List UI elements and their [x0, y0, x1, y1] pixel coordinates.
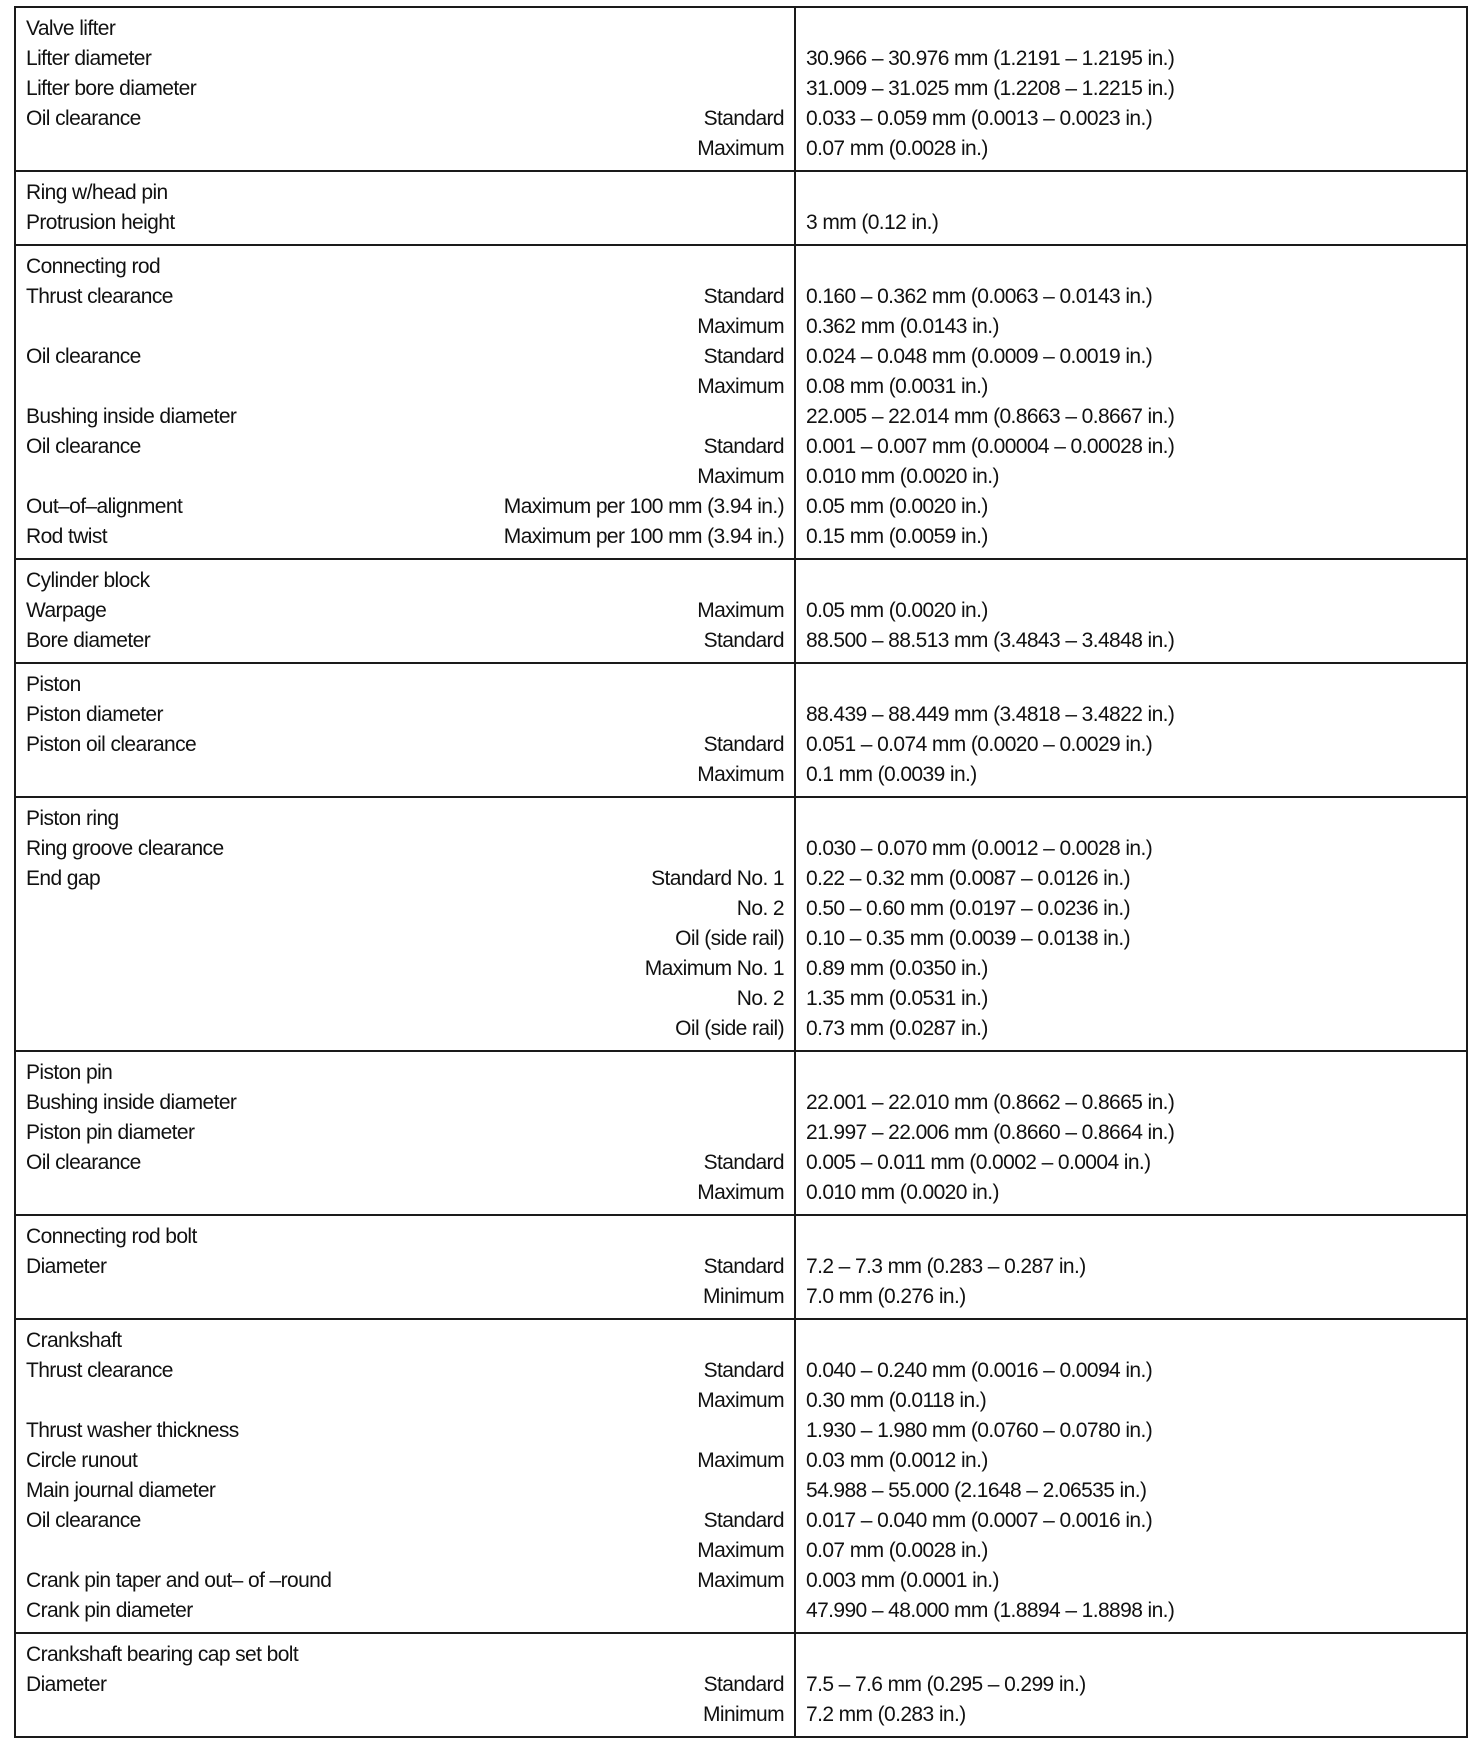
- spec-condition: Standard: [703, 285, 784, 308]
- section-title: Valve lifter: [26, 17, 116, 40]
- section-spec-cell: [15, 663, 795, 797]
- spec-value: 0.051 – 0.074 mm (0.0020 – 0.0029 in.): [806, 733, 1153, 756]
- spec-value: 0.362 mm (0.0143 in.): [806, 315, 999, 338]
- spec-condition: Standard: [703, 345, 784, 368]
- spec-label: Bushing inside diameter: [26, 405, 237, 428]
- section-title-line: [26, 670, 786, 700]
- spec-label: Crank pin taper and out– of –round: [26, 1569, 332, 1592]
- spec-row: [26, 894, 786, 924]
- value-spacer: [806, 1222, 1458, 1252]
- spec-row: [26, 208, 786, 238]
- spec-section: [15, 1215, 1467, 1319]
- spec-label: Out–of–alignment: [26, 495, 183, 518]
- spec-value: 31.009 – 31.025 mm (1.2208 – 1.2215 in.): [806, 77, 1175, 100]
- spec-row: [26, 1700, 786, 1730]
- spec-condition: Maximum No. 1: [644, 957, 784, 980]
- spec-condition: Standard: [703, 107, 784, 130]
- section-title: Piston pin: [26, 1061, 113, 1084]
- spec-value: 0.05 mm (0.0020 in.): [806, 599, 988, 622]
- value-spacer: [806, 1058, 1458, 1088]
- spec-value: 0.22 – 0.32 mm (0.0087 – 0.0126 in.): [806, 867, 1130, 890]
- section-title: Connecting rod bolt: [26, 1225, 197, 1248]
- spec-row: [26, 1566, 786, 1596]
- spec-condition: Maximum: [697, 1181, 784, 1204]
- section-spec-cell: [15, 1633, 795, 1737]
- spec-condition: Standard: [703, 1359, 784, 1382]
- spec-condition: Maximum: [697, 1539, 784, 1562]
- section-title: Connecting rod: [26, 255, 161, 278]
- spec-section: [15, 559, 1467, 663]
- spec-condition: Minimum: [703, 1703, 784, 1726]
- spec-row: [26, 1670, 786, 1700]
- spec-condition: Oil (side rail): [675, 1017, 784, 1040]
- section-value-cell: [795, 7, 1467, 171]
- spec-section: [15, 797, 1467, 1051]
- spec-label: End gap: [26, 867, 101, 890]
- spec-value: 0.017 – 0.040 mm (0.0007 – 0.0016 in.): [806, 1509, 1153, 1532]
- section-title-line: [26, 14, 786, 44]
- spec-value: 7.2 mm (0.283 in.): [806, 1703, 966, 1726]
- spec-condition: Maximum: [697, 1389, 784, 1412]
- spec-value: 0.07 mm (0.0028 in.): [806, 1539, 988, 1562]
- section-title-line: [26, 804, 786, 834]
- spec-value: 7.0 mm (0.276 in.): [806, 1285, 966, 1308]
- spec-condition: Maximum: [697, 1449, 784, 1472]
- spec-label: Warpage: [26, 599, 107, 622]
- section-title: Piston: [26, 673, 81, 696]
- spec-condition: Maximum per 100 mm (3.94 in.): [503, 525, 784, 548]
- spec-condition: Maximum: [697, 137, 784, 160]
- spec-value: 7.2 – 7.3 mm (0.283 – 0.287 in.): [806, 1255, 1086, 1278]
- spec-row: [26, 372, 786, 402]
- spec-row: [26, 730, 786, 760]
- spec-value: 0.15 mm (0.0059 in.): [806, 525, 988, 548]
- value-spacer: [806, 178, 1458, 208]
- spec-value: 30.966 – 30.976 mm (1.2191 – 1.2195 in.): [806, 47, 1175, 70]
- spec-condition: Maximum: [697, 599, 784, 622]
- spec-value: 0.50 – 0.60 mm (0.0197 – 0.0236 in.): [806, 897, 1130, 920]
- spec-value: 7.5 – 7.6 mm (0.295 – 0.299 in.): [806, 1673, 1086, 1696]
- spec-row: [26, 492, 786, 522]
- spec-condition: No. 2: [736, 897, 784, 920]
- spec-value: 0.89 mm (0.0350 in.): [806, 957, 988, 980]
- section-spec-cell: [15, 171, 795, 245]
- spec-value: 88.500 – 88.513 mm (3.4843 – 3.4848 in.): [806, 629, 1175, 652]
- section-title: Cylinder block: [26, 569, 150, 592]
- spec-value: 22.001 – 22.010 mm (0.8662 – 0.8665 in.): [806, 1091, 1175, 1114]
- section-spec-cell: [15, 1215, 795, 1319]
- spec-label: Bore diameter: [26, 629, 151, 652]
- section-title-line: [26, 178, 786, 208]
- spec-row: [26, 1148, 786, 1178]
- spec-condition: Maximum: [697, 375, 784, 398]
- spec-row: [26, 74, 786, 104]
- spec-condition: Maximum: [697, 315, 784, 338]
- spec-value: 3 mm (0.12 in.): [806, 211, 939, 234]
- spec-label: Piston oil clearance: [26, 733, 197, 756]
- spec-row: [26, 1536, 786, 1566]
- spec-value: 0.1 mm (0.0039 in.): [806, 763, 977, 786]
- spec-label: Diameter: [26, 1673, 107, 1696]
- section-spec-cell: [15, 559, 795, 663]
- spec-label: Piston diameter: [26, 703, 163, 726]
- spec-row: [26, 864, 786, 894]
- section-title-line: [26, 252, 786, 282]
- section-value-cell: [795, 1051, 1467, 1215]
- spec-row: [26, 402, 786, 432]
- spec-condition: No. 2: [736, 987, 784, 1010]
- section-title: Piston ring: [26, 807, 119, 830]
- spec-value: 88.439 – 88.449 mm (3.4818 – 3.4822 in.): [806, 703, 1175, 726]
- section-value-cell: [795, 1633, 1467, 1737]
- spec-section: [15, 245, 1467, 559]
- spec-value: 0.040 – 0.240 mm (0.0016 – 0.0094 in.): [806, 1359, 1153, 1382]
- spec-row: [26, 1118, 786, 1148]
- spec-condition: Standard: [703, 1255, 784, 1278]
- spec-label: Piston pin diameter: [26, 1121, 195, 1144]
- spec-label: Oil clearance: [26, 345, 141, 368]
- spec-condition: Standard: [703, 629, 784, 652]
- spec-section: [15, 1633, 1467, 1737]
- spec-label: Main journal diameter: [26, 1479, 216, 1502]
- spec-value: 22.005 – 22.014 mm (0.8663 – 0.8667 in.): [806, 405, 1175, 428]
- spec-row: [26, 1088, 786, 1118]
- section-value-cell: [795, 1215, 1467, 1319]
- spec-value: 0.160 – 0.362 mm (0.0063 – 0.0143 in.): [806, 285, 1153, 308]
- spec-condition: Oil (side rail): [675, 927, 784, 950]
- section-title: Crankshaft bearing cap set bolt: [26, 1643, 299, 1666]
- value-spacer: [806, 566, 1458, 596]
- spec-condition: Maximum per 100 mm (3.94 in.): [503, 495, 784, 518]
- spec-section: [15, 1051, 1467, 1215]
- spec-label: Oil clearance: [26, 1151, 141, 1174]
- spec-label: Oil clearance: [26, 435, 141, 458]
- spec-label: Rod twist: [26, 525, 107, 548]
- spec-row: [26, 596, 786, 626]
- spec-condition: Standard No. 1: [651, 867, 784, 890]
- spec-row: [26, 282, 786, 312]
- section-value-cell: [795, 245, 1467, 559]
- spec-label: Oil clearance: [26, 107, 141, 130]
- spec-section: [15, 663, 1467, 797]
- spec-row: [26, 1476, 786, 1506]
- spec-row: [26, 104, 786, 134]
- spec-row: [26, 1506, 786, 1536]
- spec-row: [26, 1014, 786, 1044]
- spec-condition: Standard: [703, 1151, 784, 1174]
- spec-value: 0.030 – 0.070 mm (0.0012 – 0.0028 in.): [806, 837, 1153, 860]
- spec-row: [26, 312, 786, 342]
- section-value-cell: [795, 797, 1467, 1051]
- spec-row: [26, 1446, 786, 1476]
- spec-row: [26, 1356, 786, 1386]
- spec-label: Lifter bore diameter: [26, 77, 197, 100]
- section-title-line: [26, 1326, 786, 1356]
- spec-label: Bushing inside diameter: [26, 1091, 237, 1114]
- spec-condition: Standard: [703, 1509, 784, 1532]
- spec-label: Thrust clearance: [26, 1359, 173, 1382]
- spec-row: [26, 1178, 786, 1208]
- section-spec-cell: [15, 797, 795, 1051]
- spec-row: [26, 462, 786, 492]
- spec-row: [26, 342, 786, 372]
- spec-condition: Maximum: [697, 465, 784, 488]
- value-spacer: [806, 1640, 1458, 1670]
- section-spec-cell: [15, 7, 795, 171]
- spec-value: 0.003 mm (0.0001 in.): [806, 1569, 999, 1592]
- spec-value: 0.024 – 0.048 mm (0.0009 – 0.0019 in.): [806, 345, 1153, 368]
- spec-label: Thrust washer thickness: [26, 1419, 239, 1442]
- spec-value: 0.010 mm (0.0020 in.): [806, 465, 999, 488]
- spec-value: 21.997 – 22.006 mm (0.8660 – 0.8664 in.): [806, 1121, 1175, 1144]
- spec-value: 0.033 – 0.059 mm (0.0013 – 0.0023 in.): [806, 107, 1153, 130]
- spec-label: Circle runout: [26, 1449, 138, 1472]
- spec-row: [26, 1386, 786, 1416]
- spec-value: 0.10 – 0.35 mm (0.0039 – 0.0138 in.): [806, 927, 1130, 950]
- spec-row: [26, 700, 786, 730]
- spec-row: [26, 1416, 786, 1446]
- section-value-cell: [795, 663, 1467, 797]
- spec-table: [14, 6, 1468, 1738]
- section-value-cell: [795, 171, 1467, 245]
- spec-row: [26, 924, 786, 954]
- value-spacer: [806, 1326, 1458, 1356]
- spec-label: Oil clearance: [26, 1509, 141, 1532]
- section-title: Ring w/head pin: [26, 181, 168, 204]
- section-title: Crankshaft: [26, 1329, 122, 1352]
- spec-row: [26, 760, 786, 790]
- spec-row: [26, 432, 786, 462]
- section-title-line: [26, 1058, 786, 1088]
- spec-value: 0.73 mm (0.0287 in.): [806, 1017, 988, 1040]
- spec-value: 0.010 mm (0.0020 in.): [806, 1181, 999, 1204]
- spec-row: [26, 1252, 786, 1282]
- value-spacer: [806, 804, 1458, 834]
- value-spacer: [806, 252, 1458, 282]
- section-title-line: [26, 1640, 786, 1670]
- spec-row: [26, 44, 786, 74]
- section-spec-cell: [15, 1319, 795, 1633]
- spec-value: 0.05 mm (0.0020 in.): [806, 495, 988, 518]
- spec-condition: Maximum: [697, 763, 784, 786]
- spec-value: 0.03 mm (0.0012 in.): [806, 1449, 988, 1472]
- spec-value: 0.08 mm (0.0031 in.): [806, 375, 988, 398]
- spec-value: 54.988 – 55.000 (2.1648 – 2.06535 in.): [806, 1479, 1147, 1502]
- spec-value: 0.005 – 0.011 mm (0.0002 – 0.0004 in.): [806, 1151, 1151, 1174]
- spec-section: [15, 7, 1467, 171]
- spec-condition: Minimum: [703, 1285, 784, 1308]
- spec-label: Lifter diameter: [26, 47, 152, 70]
- section-spec-cell: [15, 1051, 795, 1215]
- spec-condition: Maximum: [697, 1569, 784, 1592]
- spec-label: Crank pin diameter: [26, 1599, 193, 1622]
- spec-row: [26, 954, 786, 984]
- spec-section: [15, 1319, 1467, 1633]
- section-title-line: [26, 1222, 786, 1252]
- section-value-cell: [795, 559, 1467, 663]
- section-spec-cell: [15, 245, 795, 559]
- spec-row: [26, 134, 786, 164]
- spec-row: [26, 626, 786, 656]
- section-title-line: [26, 566, 786, 596]
- value-spacer: [806, 14, 1458, 44]
- value-spacer: [806, 670, 1458, 700]
- spec-value: 1.930 – 1.980 mm (0.0760 – 0.0780 in.): [806, 1419, 1153, 1442]
- spec-row: [26, 984, 786, 1014]
- spec-label: Diameter: [26, 1255, 107, 1278]
- spec-label: Thrust clearance: [26, 285, 173, 308]
- spec-section: [15, 171, 1467, 245]
- section-value-cell: [795, 1319, 1467, 1633]
- spec-label: Protrusion height: [26, 211, 175, 234]
- spec-condition: Standard: [703, 733, 784, 756]
- spec-label: Ring groove clearance: [26, 837, 224, 860]
- spec-value: 47.990 – 48.000 mm (1.8894 – 1.8898 in.): [806, 1599, 1175, 1622]
- spec-row: [26, 834, 786, 864]
- spec-row: [26, 1596, 786, 1626]
- spec-value: 0.07 mm (0.0028 in.): [806, 137, 988, 160]
- spec-condition: Standard: [703, 1673, 784, 1696]
- spec-condition: Standard: [703, 435, 784, 458]
- spec-value: 0.30 mm (0.0118 in.): [806, 1389, 987, 1412]
- spec-row: [26, 1282, 786, 1312]
- spec-row: [26, 522, 786, 552]
- spec-value: 0.001 – 0.007 mm (0.00004 – 0.00028 in.): [806, 435, 1175, 458]
- spec-value: 1.35 mm (0.0531 in.): [806, 987, 988, 1010]
